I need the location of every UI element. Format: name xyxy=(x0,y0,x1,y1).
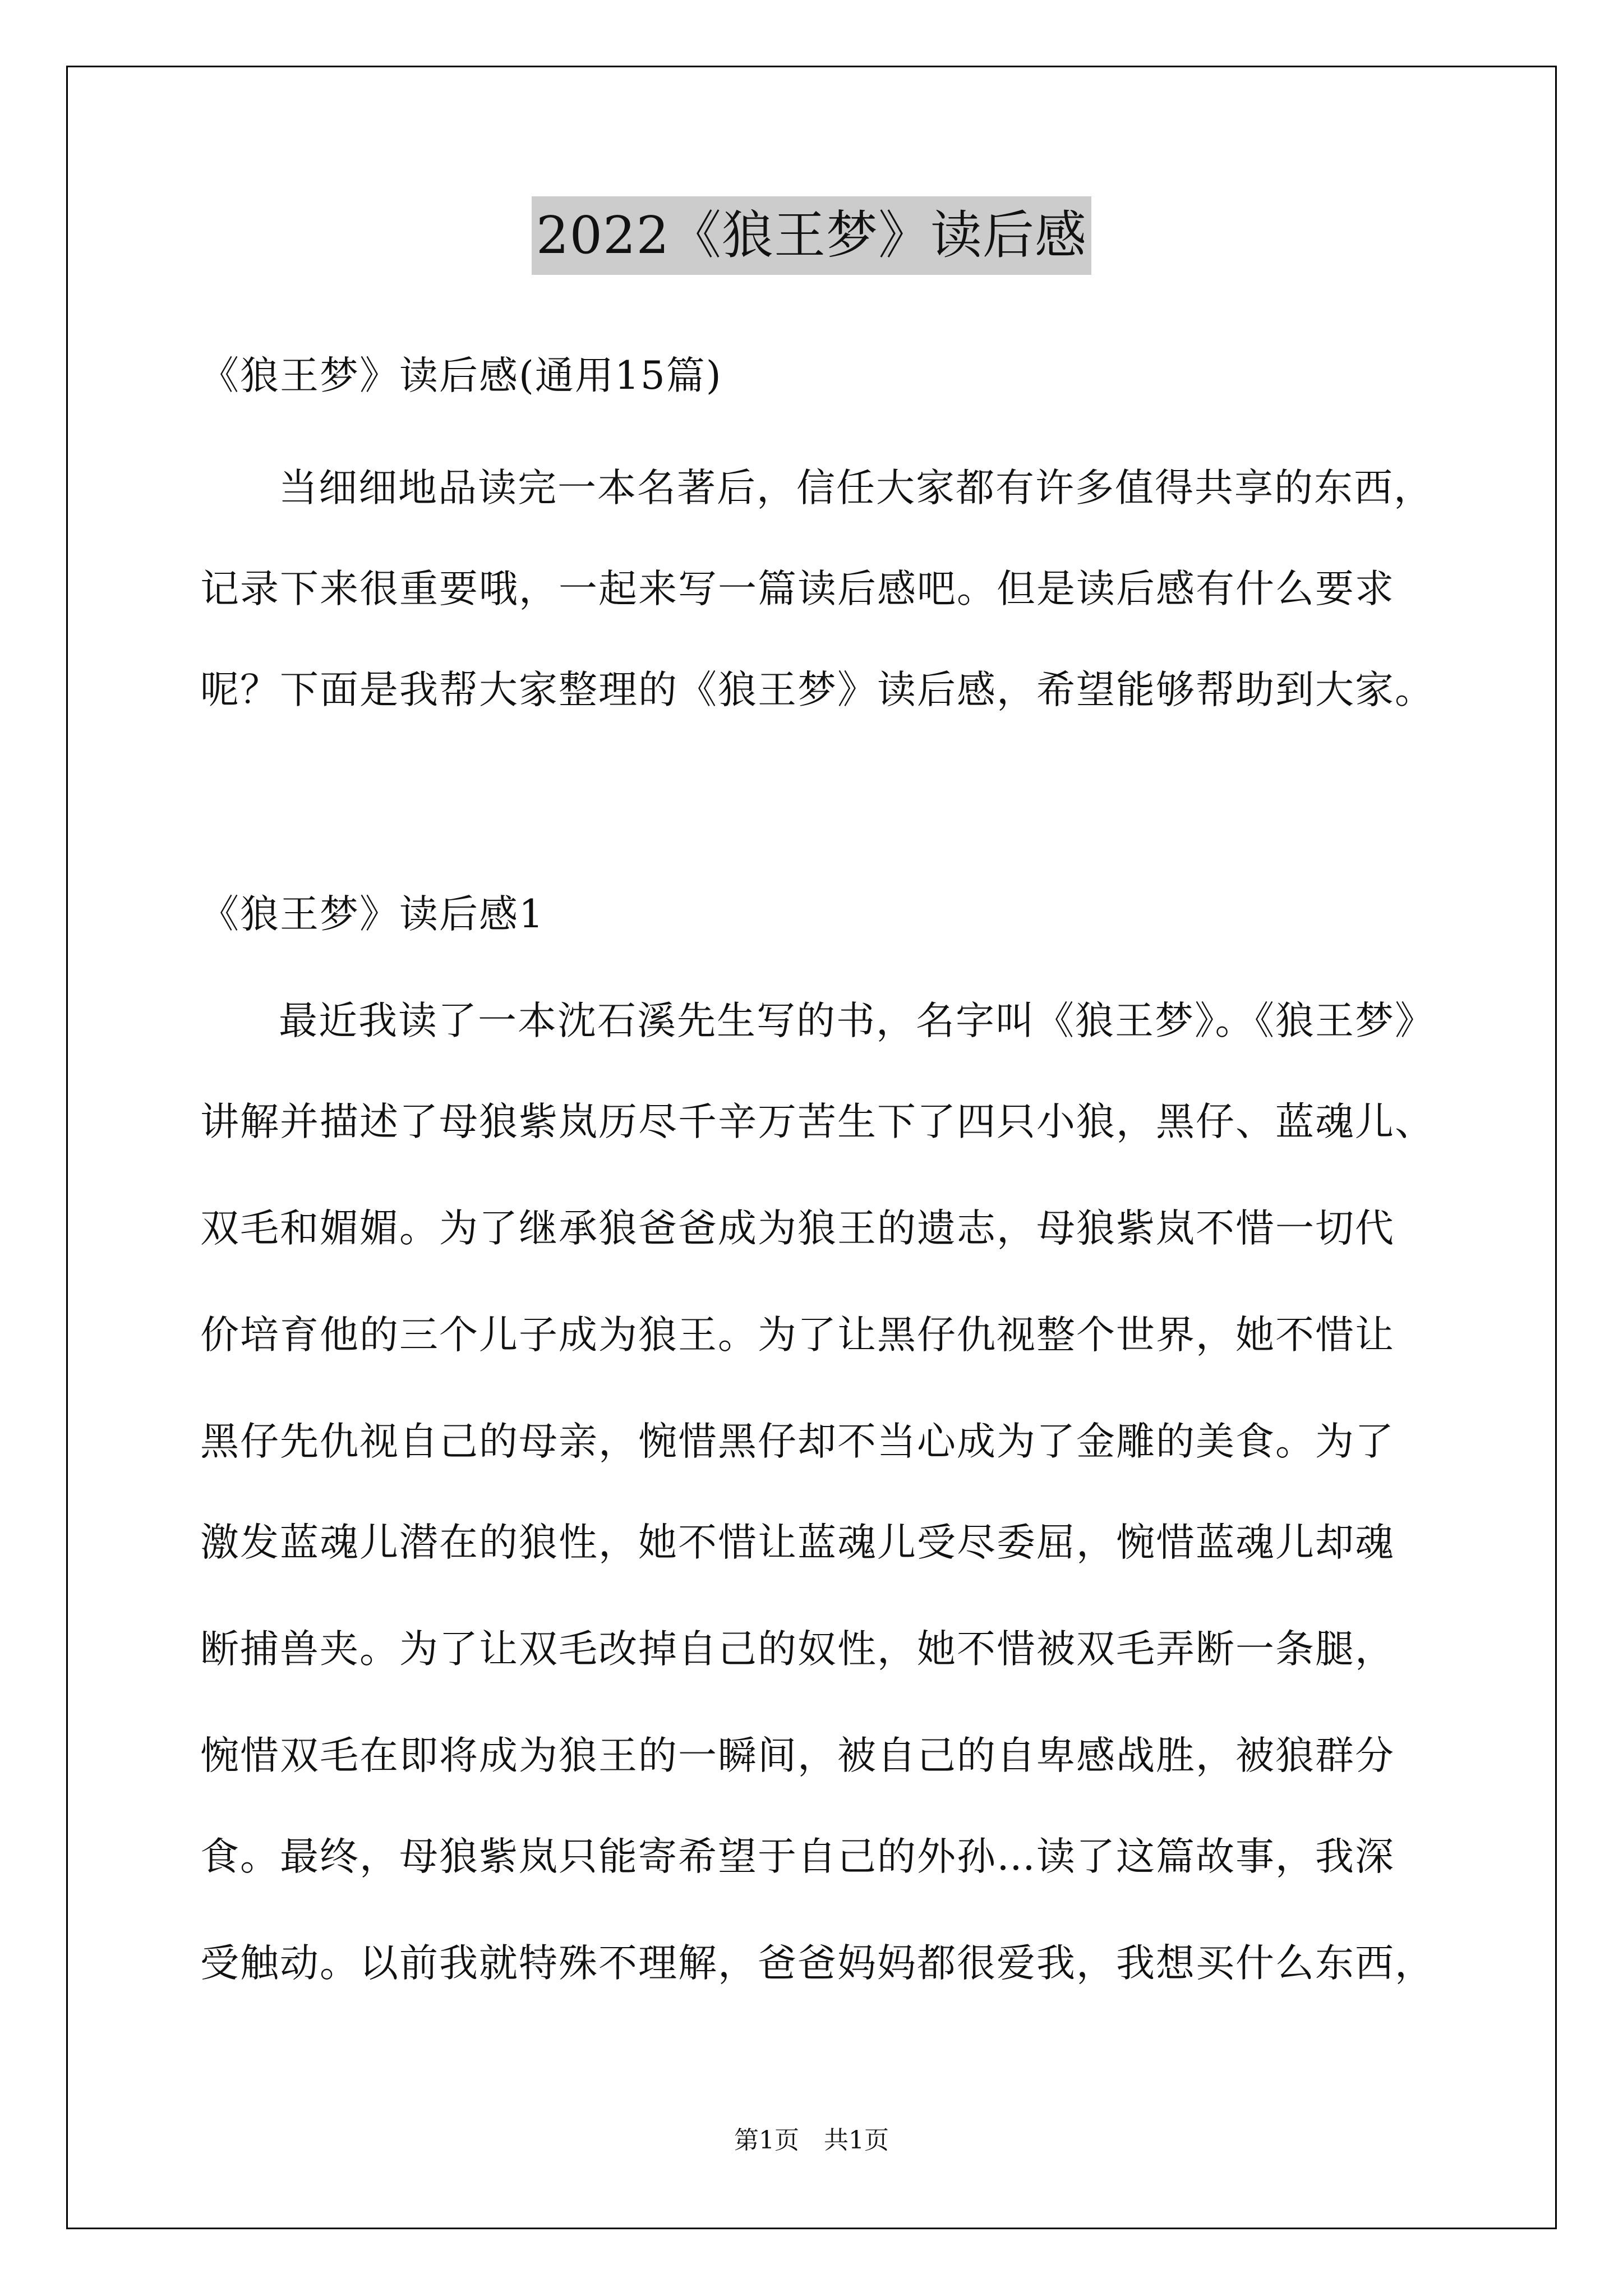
body-line: 受触动。以前我就特殊不理解，爸爸妈妈都很爱我，我想买什么东西， xyxy=(200,1941,1435,1986)
body-line: 最近我读了一本沈石溪先生写的书，名字叫《狼王梦》。《狼王梦》 xyxy=(279,999,1435,1043)
body-line: 黑仔先仇视自己的母亲，惋惜黑仔却不当心成为了金雕的美食。为了 xyxy=(200,1419,1395,1464)
section-heading: 《狼王梦》读后感1 xyxy=(200,892,545,937)
body-line: 讲解并描述了母狼紫岚历尽千辛万苦生下了四只小狼，黑仔、蓝魂儿、 xyxy=(200,1099,1435,1144)
document-title: 2022《狼王梦》读后感 xyxy=(532,196,1091,275)
page-total: 共1页 xyxy=(824,2126,889,2155)
body-line: 双毛和媚媚。为了继承狼爸爸成为狼王的遗志，母狼紫岚不惜一切代 xyxy=(200,1206,1395,1251)
intro-line: 呢？下面是我帮大家整理的《狼王梦》读后感，希望能够帮助到大家。 xyxy=(200,668,1435,712)
body-line: 价培育他的三个儿子成为狼王。为了让黑仔仇视整个世界，她不惜让 xyxy=(200,1313,1395,1358)
document-subtitle: 《狼王梦》读后感(通用15篇) xyxy=(200,353,722,398)
body-line: 惋惜双毛在即将成为狼王的一瞬间，被自己的自卑感战胜，被狼群分 xyxy=(200,1733,1395,1778)
page-number: 第1页 xyxy=(734,2126,799,2155)
page-footer xyxy=(0,2124,1623,2157)
body-line: 食。最终，母狼紫岚只能寄希望于自己的外孙…读了这篇故事，我深 xyxy=(200,1834,1395,1879)
intro-line: 记录下来很重要哦，一起来写一篇读后感吧。但是读后感有什么要求 xyxy=(200,567,1395,611)
intro-line: 当细细地品读完一本名著后，信任大家都有许多值得共享的东西， xyxy=(279,466,1433,510)
body-line: 断捕兽夹。为了让双毛改掉自己的奴性，她不惜被双毛弄断一条腿， xyxy=(200,1627,1395,1672)
title-container xyxy=(0,196,1623,275)
body-line: 激发蓝魂儿潜在的狼性，她不惜让蓝魂儿受尽委屈，惋惜蓝魂儿却魂 xyxy=(200,1520,1395,1565)
